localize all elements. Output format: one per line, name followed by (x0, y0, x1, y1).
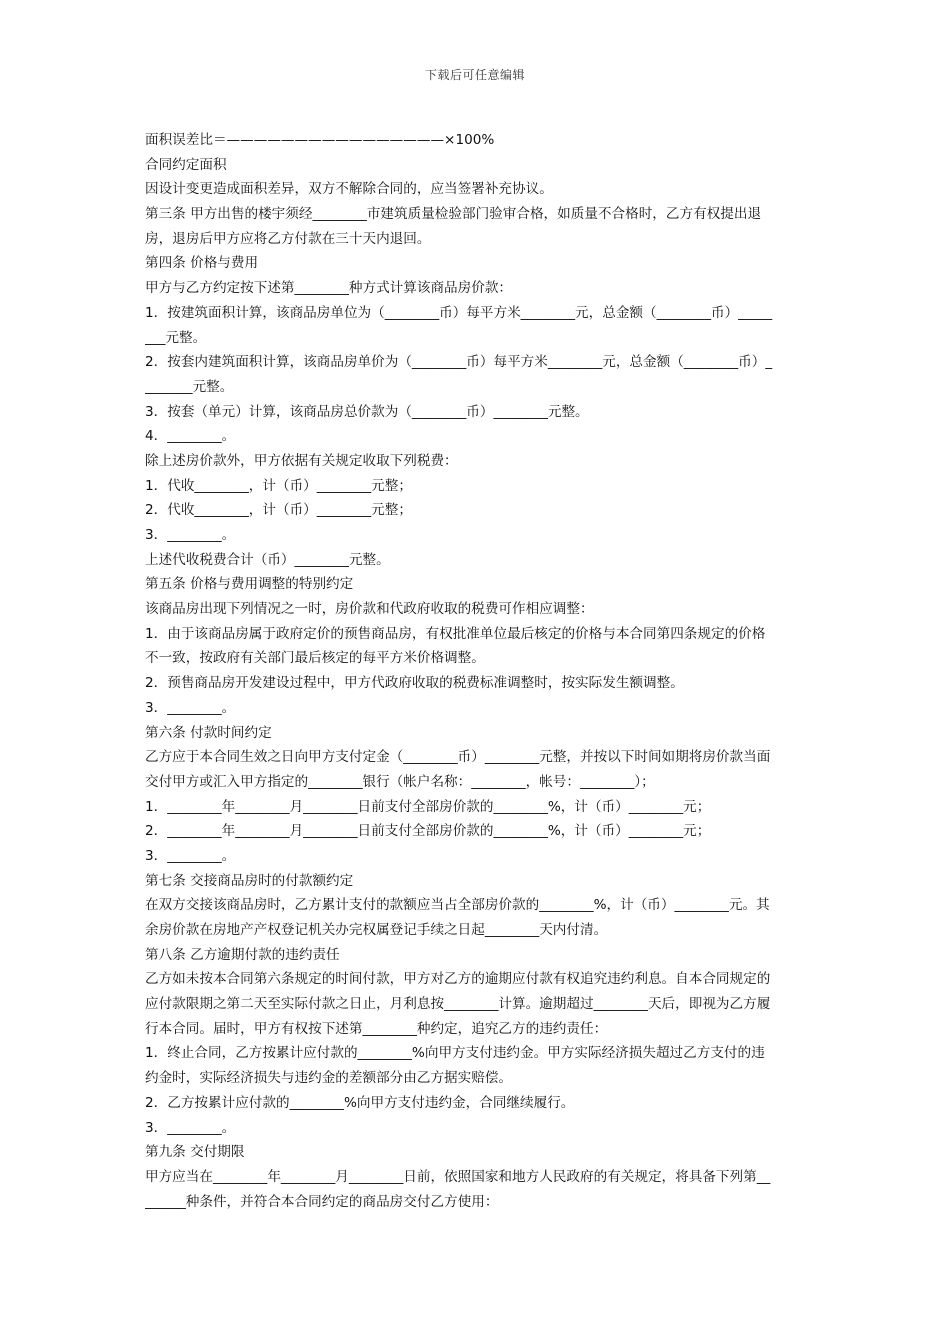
text-line: 该商品房出现下列情况之一时，房价款和代政府收取的税费可作相应调整： (145, 601, 594, 618)
text-line: 1．由于该商品房属于政府定价的预售商品房，有权批准单位最后核定的价格与本合同第四条规定的价格 (145, 625, 766, 642)
text-line: 约金时，实际经济损失与违约金的差额部分由乙方据实赔偿。 (145, 1070, 513, 1087)
text-line: ___元整。 (145, 329, 207, 346)
document-body (145, 128, 810, 1214)
text-line: 1．________年________月________日前支付全部房价款的________%，计（币）________元； (145, 798, 711, 815)
text-line: 应付款限期之第二天至实际付款之日止，月利息按________计算。逾期超过________天后，即视为乙方履 (145, 996, 771, 1013)
text-line: 甲方与乙方约定按下述第________种方式计算该商品房价款： (145, 280, 513, 297)
text-line: 在双方交接该商品房时，乙方累计支付的款额应当占全部房价款的________%，计（币）________元。其 (145, 897, 770, 914)
text-line: 3．________。 (145, 527, 236, 543)
text-line: 不一致，按政府有关部门最后核定的每平方米价格调整。 (145, 650, 485, 667)
text-line: 除上述房价款外，甲方依据有关规定收取下列税费： (145, 452, 458, 469)
text-line: 合同约定面积 (145, 156, 227, 173)
text-line: 1．终止合同，乙方按累计应付款的________%向甲方支付违约金。甲方实际经济损失超过乙方支付的违 (145, 1045, 765, 1062)
text-line: 交付甲方或汇入甲方指定的________银行（帐户名称：________，帐号：________）； (145, 773, 655, 790)
section-heading: 第八条 乙方逾期付款的违约责任 (145, 946, 340, 963)
section-heading: 第九条 交付期限 (145, 1144, 245, 1161)
text-line: _______元整。 (145, 378, 234, 395)
text-line: 第三条 甲方出售的楼宇须经________市建筑质量检验部门验审合格，如质量不合格时，乙方有权提出退 (145, 206, 762, 223)
text-line: 1．代收________，计（币）________元整； (145, 477, 412, 494)
text-line: 余房价款在房地产产权登记机关办完权属登记手续之日起________天内付清。 (145, 922, 608, 938)
text-line: 因设计变更造成面积差异，双方不解除合同的，应当签署补充协议。 (145, 181, 553, 198)
text-line: 1．按建筑面积计算，该商品房单位为（________币）每平方米________元，总金额（________币）_____ (145, 304, 773, 321)
text-line: 3．按套（单元）计算，该商品房总价款为（________币）________元整。 (145, 403, 589, 420)
text-line: 房，退房后甲方应将乙方付款在三十天内退回。 (145, 230, 431, 247)
text-line: 4．________。 (145, 428, 236, 445)
section-heading: 第六条 付款时间约定 (145, 724, 272, 741)
text-line: 2．按套内建筑面积计算，该商品房单价为（________币）每平方米________元，总金额（________币）_ (145, 354, 773, 371)
text-line: 3．________。 (145, 699, 236, 716)
text-line: 2．预售商品房开发建设过程中，甲方代政府收取的税费标准调整时，按实际发生额调整。 (145, 675, 684, 692)
text-line: 2．代收________，计（币）________元整； (145, 502, 412, 519)
text-line: 上述代收税费合计（币）________元整。 (145, 551, 390, 568)
text-line: 行本合同。届时，甲方有权按下述第________种约定，追究乙方的违约责任： (145, 1020, 608, 1037)
text-line: 面积误差比＝————————————————×100% (145, 132, 495, 148)
section-heading: 第五条 价格与费用调整的特别约定 (145, 576, 354, 593)
text-line: 3．________。 (145, 1119, 236, 1136)
text-line: 乙方应于本合同生效之日向甲方支付定金（________币）________元整，并按以下时间如期将房价款当面 (145, 749, 771, 766)
section-heading: 第七条 交接商品房时的付款额约定 (145, 872, 354, 889)
text-line: 2．________年________月________日前支付全部房价款的________%，计（币）________元； (145, 823, 711, 840)
page-header: 下载后可任意编辑 (424, 68, 525, 82)
text-line: 3．________。 (145, 847, 236, 864)
text-line: 乙方如未按本合同第六条规定的时间付款，甲方对乙方的逾期应付款有权追究违约利息。自本合同规定的 (145, 971, 771, 988)
section-heading: 第四条 价格与费用 (145, 255, 259, 272)
text-line: ______种条件，并符合本合同约定的商品房交付乙方使用： (145, 1193, 499, 1210)
text-line: 甲方应当在________年________月________日前，依照国家和地方人民政府的有关规定，将具备下列第__ (145, 1168, 771, 1185)
text-line: 2．乙方按累计应付款的________%向甲方支付违约金，合同继续履行。 (145, 1094, 575, 1111)
